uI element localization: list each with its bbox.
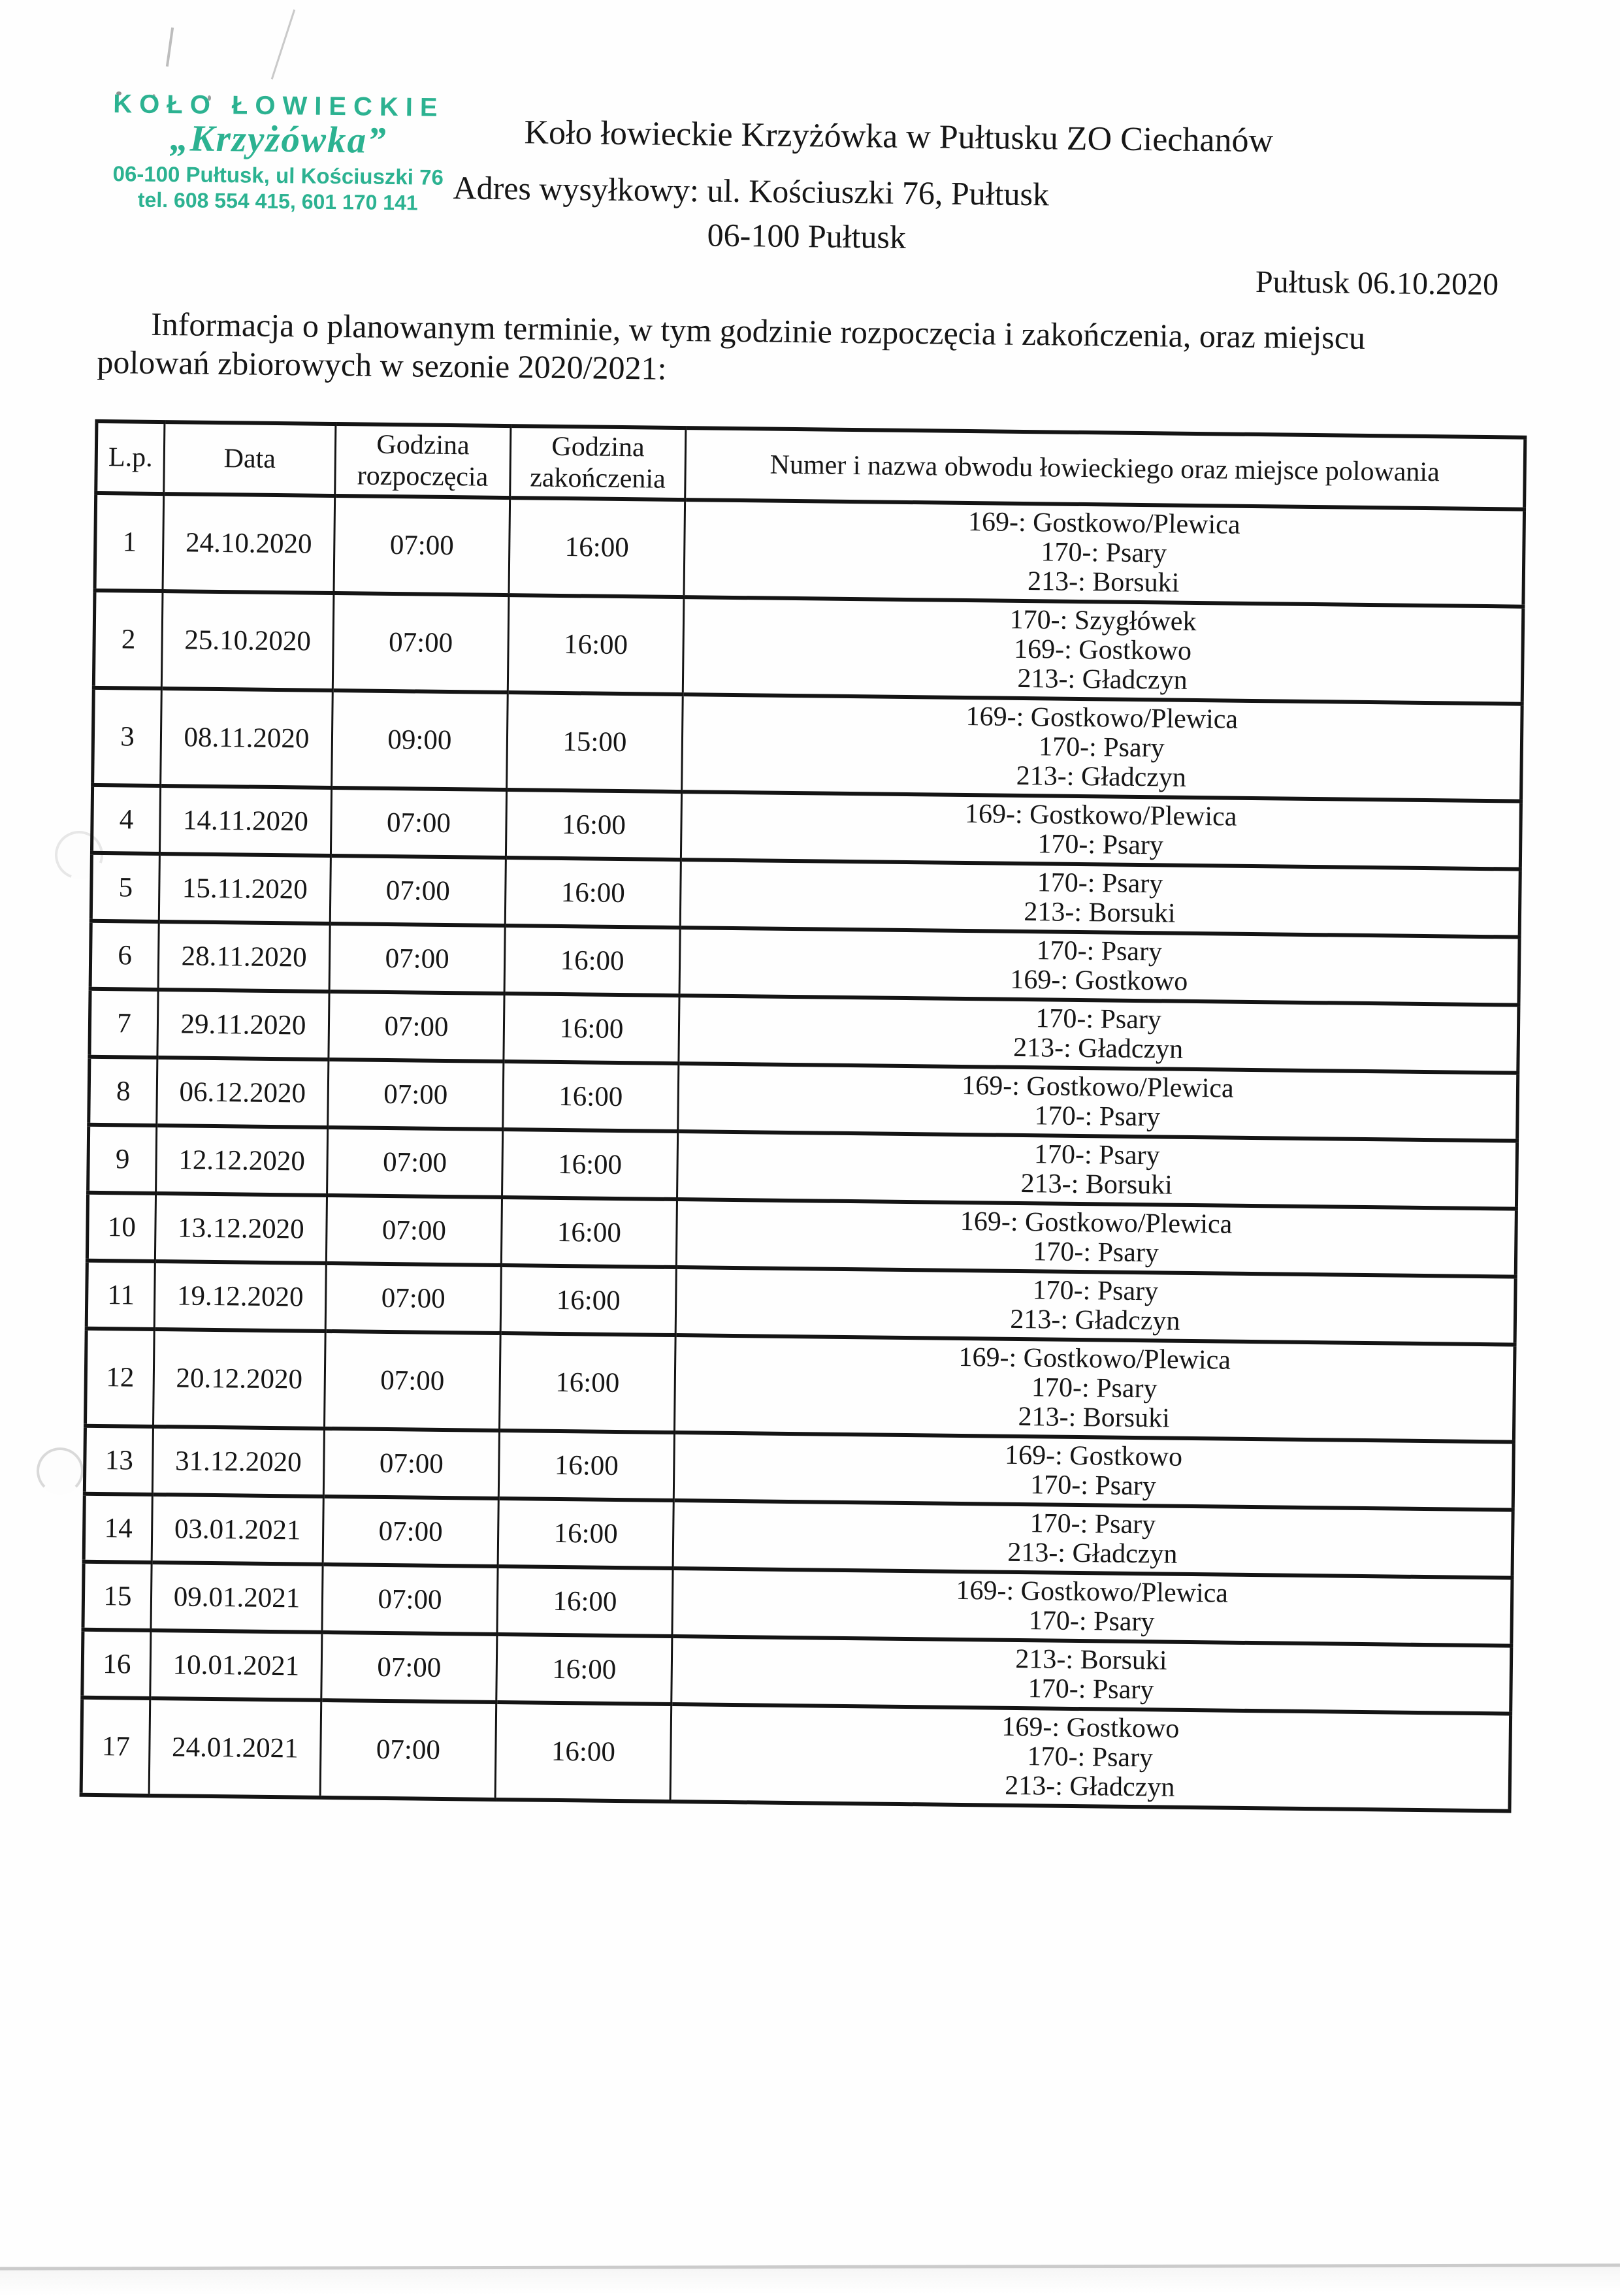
cell-locations [673,1500,1513,1578]
mailing-address: Adres wysyłkowy: ul. Kościuszki 76, Pułtusk [453,169,1050,213]
cell-date: 19.12.2020 [154,1261,326,1331]
location-line: 213-: Borsuki [1015,1643,1167,1676]
cell-locations [681,792,1521,869]
cell-start: 07:00 [326,1195,502,1265]
cell-locations [680,860,1520,937]
location-line: 170-: Psary [1037,867,1163,899]
location-line: 170-: Psary [1033,1237,1159,1269]
cell-locations [672,1568,1512,1646]
location-line: 169-: Gostkowo/Plewica [964,798,1237,832]
location-line: 169-: Gostkowo [1001,1711,1180,1744]
cell-start: 07:00 [321,1632,497,1702]
cell-locations [673,1432,1514,1510]
cell-lp: 6 [90,921,159,990]
location-line: 170-: Psary [1034,1101,1161,1133]
cell-start: 07:00 [323,1429,499,1498]
col-header-locations: Numer i nazwa obwodu łowieckiego oraz miejsce polowania [685,428,1525,509]
cell-lp: 2 [93,590,163,688]
table-row [95,493,1525,607]
scan-edge-line [0,2263,1620,2295]
cell-end: 16:00 [506,790,681,860]
intro-paragraph: Informacja o planowanym terminie, w tym godzinie rozpoczęcia i zakończenia, oraz miejscu polowań zbiorowych w sezonie 2020/2021: [97,305,1366,387]
cell-locations [675,1267,1515,1345]
cell-locations [683,597,1523,704]
location-line: 170-: Psary [1033,1139,1160,1171]
cell-start: 09:00 [332,690,508,790]
cell-date: 13.12.2020 [155,1193,327,1263]
location-line: 169-: Gostkowo/Plewica [956,1575,1229,1609]
location-line: 213-: Gładczyn [1005,1770,1175,1803]
cell-date: 25.10.2020 [161,591,334,690]
cell-end: 16:00 [497,1566,673,1636]
cell-end: 16:00 [498,1498,673,1568]
cell-lp: 7 [89,989,158,1058]
cell-end: 16:00 [498,1431,674,1500]
table-row [86,1329,1515,1442]
cell-locations [670,1704,1511,1811]
location-line: 213-: Gładczyn [1007,1537,1178,1570]
cell-date: 10.01.2021 [150,1630,322,1700]
cell-locations [678,1063,1518,1141]
location-line: 213-: Gładczyn [1017,663,1188,696]
cell-end: 16:00 [496,1634,672,1704]
location-line: 213-: Borsuki [1018,1401,1171,1434]
cell-end: 16:00 [499,1333,675,1432]
cell-date: 20.12.2020 [153,1329,325,1429]
cell-start: 07:00 [327,1127,503,1197]
cell-lp: 1 [95,493,164,591]
cell-lp: 13 [84,1426,153,1495]
cell-lp: 9 [88,1125,157,1193]
cell-locations [679,995,1519,1073]
cell-start: 07:00 [329,924,505,994]
cell-date: 09.01.2021 [151,1562,323,1632]
table-row [93,688,1523,801]
club-stamp [97,89,459,216]
cell-start: 07:00 [325,1263,501,1333]
cell-locations [684,500,1525,607]
cell-date: 08.11.2020 [161,688,333,788]
cell-lp: 5 [91,853,159,922]
location-line: 170-: Szygłówek [1009,604,1197,637]
cell-end: 16:00 [502,1129,678,1199]
location-line: 170-: Psary [1038,732,1165,764]
location-line: 170-: Psary [1028,1606,1155,1638]
cell-lp: 17 [81,1698,150,1796]
cell-start: 07:00 [324,1331,500,1431]
cell-date: 12.12.2020 [156,1125,328,1195]
cell-date: 06.12.2020 [157,1058,329,1127]
cell-date: 14.11.2020 [159,786,331,856]
cell-lp: 16 [82,1630,151,1698]
location-line: 169-: Gostkowo/Plewica [967,507,1240,540]
table-row [93,590,1523,704]
cell-lp: 3 [93,688,162,786]
location-line: 170-: Psary [1041,537,1167,569]
cell-locations [682,694,1523,801]
cell-start: 07:00 [330,856,506,926]
cell-date: 24.01.2021 [149,1698,321,1798]
stamp-phones: tel. 608 554 415, 601 170 141 [137,187,418,215]
cell-end: 16:00 [501,1197,677,1267]
cell-date: 31.12.2020 [152,1427,324,1496]
location-line: 213-: Borsuki [1024,897,1176,929]
location-line: 213-: Gładczyn [1016,760,1187,793]
location-line: 170-: Psary [1028,1673,1154,1706]
cell-end: 16:00 [504,926,680,995]
cell-locations [672,1636,1512,1714]
cell-locations [679,928,1519,1005]
postal-city: 06-100 Pułtusk [707,216,907,255]
cell-end: 16:00 [495,1702,672,1802]
cell-start: 07:00 [320,1700,496,1800]
location-line: 169-: Gostkowo [1004,1440,1183,1472]
cell-lp: 8 [89,1057,157,1125]
cell-date: 29.11.2020 [157,990,329,1059]
location-line: 213-: Borsuki [1027,566,1180,598]
location-line: 170-: Psary [1030,1470,1157,1502]
location-line: 170-: Psary [1032,1275,1159,1307]
document-title: Koło łowieckie Krzyżówka w Pułtusku ZO Ciechanów [524,114,1274,160]
table-row [81,1698,1511,1811]
cell-end: 15:00 [507,692,683,792]
cell-date: 15.11.2020 [159,854,331,924]
cell-lp: 11 [86,1261,155,1329]
cell-lp: 15 [83,1562,152,1630]
cell-locations [677,1131,1517,1209]
location-line: 169-: Gostkowo/Plewica [958,1342,1231,1376]
cell-start: 07:00 [329,992,504,1061]
cell-locations [674,1335,1515,1442]
cell-end: 16:00 [503,1061,679,1131]
location-line: 170-: Psary [1037,829,1164,861]
cell-lp: 4 [91,785,160,854]
cell-start: 07:00 [332,593,509,692]
cell-end: 16:00 [504,994,679,1063]
cell-lp: 14 [84,1494,152,1562]
location-line: 170-: Psary [1031,1372,1158,1404]
col-header-lp: L.p. [96,421,165,494]
cell-date: 24.10.2020 [163,494,335,593]
stamp-address: 06-100 Pułtusk, ul Kościuszki 76 [112,161,444,189]
cell-end: 16:00 [500,1265,676,1335]
location-line: 169-: Gostkowo/Plewica [965,702,1239,735]
location-line: 213-: Gładczyn [1010,1304,1180,1336]
place-date: Pułtusk 06.10.2020 [1255,264,1499,302]
stamp-org-name: KOŁO ŁOWIECKIE [113,89,445,122]
cell-start: 07:00 [328,1059,504,1129]
cell-end: 16:00 [508,595,684,694]
location-line: 213-: Borsuki [1020,1169,1173,1201]
location-line: 170-: Psary [1029,1508,1156,1540]
cell-locations [676,1199,1516,1277]
location-line: 169-: Gostkowo/Plewica [960,1206,1233,1240]
cell-lp: 12 [86,1329,155,1427]
location-line: 170-: Psary [1036,935,1163,967]
stamp-club-name: „Krzyżówka” [169,118,387,161]
location-line: 169-: Gostkowo [1013,634,1192,666]
location-line: 169-: Gostkowo [1010,964,1188,997]
cell-lp: 10 [87,1193,155,1261]
location-line: 213-: Gładczyn [1012,1032,1184,1065]
col-header-start: Godzina rozpoczęcia [335,424,511,498]
cell-start: 07:00 [323,1496,498,1566]
cell-start: 07:00 [334,496,510,595]
hunting-schedule-table [80,419,1527,1813]
schedule-tbody [81,493,1524,1811]
cell-start: 07:00 [331,788,506,858]
col-header-date: Data [164,422,336,496]
cell-start: 07:00 [322,1564,498,1634]
cell-end: 16:00 [505,858,681,928]
cell-date: 03.01.2021 [152,1495,323,1564]
location-line: 170-: Psary [1035,1003,1162,1035]
col-header-end: Godzina zakończenia [510,426,686,500]
cell-end: 16:00 [509,498,685,597]
location-line: 169-: Gostkowo/Plewica [961,1070,1234,1104]
cell-date: 28.11.2020 [158,922,330,992]
location-line: 170-: Psary [1027,1741,1154,1773]
